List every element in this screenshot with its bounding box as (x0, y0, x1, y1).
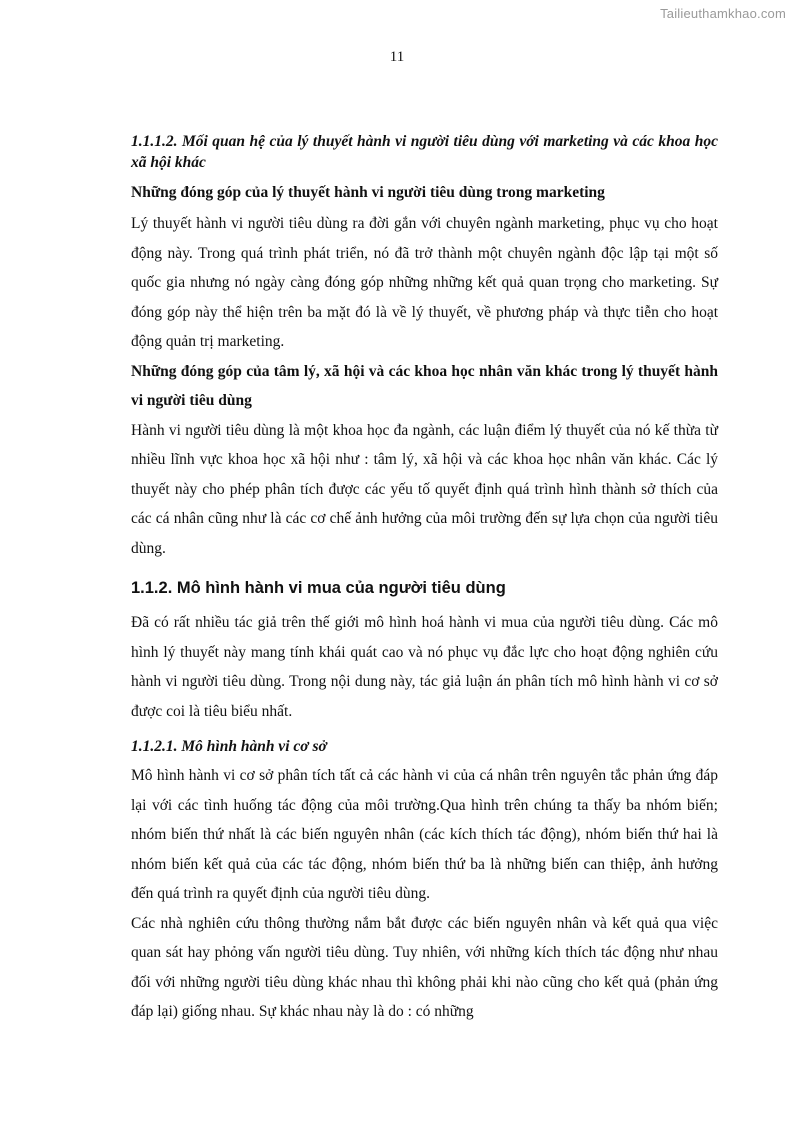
section-heading-1-1-2-1: 1.1.2.1. Mô hình hành vi cơ sở (131, 738, 327, 755)
watermark: Tailieuthamkhao.com (660, 6, 786, 21)
paragraph: Các nhà nghiên cứu thông thường nắm bắt được các biến nguyên nhân và kết quả qua việc quan sát hay phỏng vấn người tiêu dùng. Tuy nhiên, với những kích thích tác động như nhau đối với những người tiêu dùng khác nhau thì không phải khi nào cũng cho kết quả (phản ứng đáp lại) giống nhau. Sự khác nhau này là do : có những (131, 914, 718, 1020)
sub-heading-social-science-contributions: Những đóng góp của tâm lý, xã hội và các khoa học nhân văn khác trong lý thuyết hành vi người tiêu dùng (131, 362, 718, 409)
paragraph: Đã có rất nhiều tác giả trên thế giới mô hình hoá hành vi mua của người tiêu dùng. Các mô hình lý thuyết này mang tính khái quát cao và nó phục vụ đắc lực cho hoạt động nghiên cứu hành vi người tiêu dùng. Trong nội dung này, tác giả luận án phân tích mô hình hành vi cơ sở được coi là tiêu biểu nhất. (131, 614, 718, 720)
section-heading-1-1-2: 1.1.2. Mô hình hành vi mua của người tiêu dùng (131, 579, 506, 597)
paragraph: Mô hình hành vi cơ sở phân tích tất cả các hành vi của cá nhân trên nguyên tắc phản ứng đáp lại với các tình huống tác động của môi trường.Qua hình trên chúng ta thấy ba nhóm biến; nhóm biến thứ nhất là các biến nguyên nhân (các kích thích tác động), nhóm biến thứ hai là nhóm biến kết quả của các tác động, nhóm biến thứ ba là những biến can thiệp, ảnh hưởng đến quá trình ra quyết định của người tiêu dùng. (131, 767, 718, 902)
document-body (131, 131, 718, 1027)
sub-heading-marketing-contributions: Những đóng góp của lý thuyết hành vi người tiêu dùng trong marketing (131, 184, 605, 201)
section-heading-1-1-1-2: 1.1.1.2. Mối quan hệ của lý thuyết hành vi người tiêu dùng với marketing và các khoa học xã hội khác (131, 133, 718, 171)
paragraph: Hành vi người tiêu dùng là một khoa học đa ngành, các luận điểm lý thuyết của nó kế thừa từ nhiều lĩnh vực khoa học xã hội như : tâm lý, xã hội và các khoa học nhân văn khác. Các lý thuyết này cho phép phân tích được các yếu tố quyết định quá trình hình thành sở thích của các cá nhân cũng như là các cơ chế ảnh hưởng của môi trường đến sự lựa chọn của người tiêu dùng. (131, 421, 718, 557)
page-number: 11 (389, 49, 405, 65)
paragraph: Lý thuyết hành vi người tiêu dùng ra đời gắn với chuyên ngành marketing, phục vụ cho hoạt động này. Trong quá trình phát triển, nó đã trở thành một chuyên ngành độc lập tại một số quốc gia nhưng nó ngày càng đóng góp những những kết quả quan trọng cho marketing. Sự đóng góp này thể hiện trên ba mặt đó là về lý thuyết, về phương pháp và thực tiễn cho hoạt động quản trị marketing. (131, 215, 718, 350)
